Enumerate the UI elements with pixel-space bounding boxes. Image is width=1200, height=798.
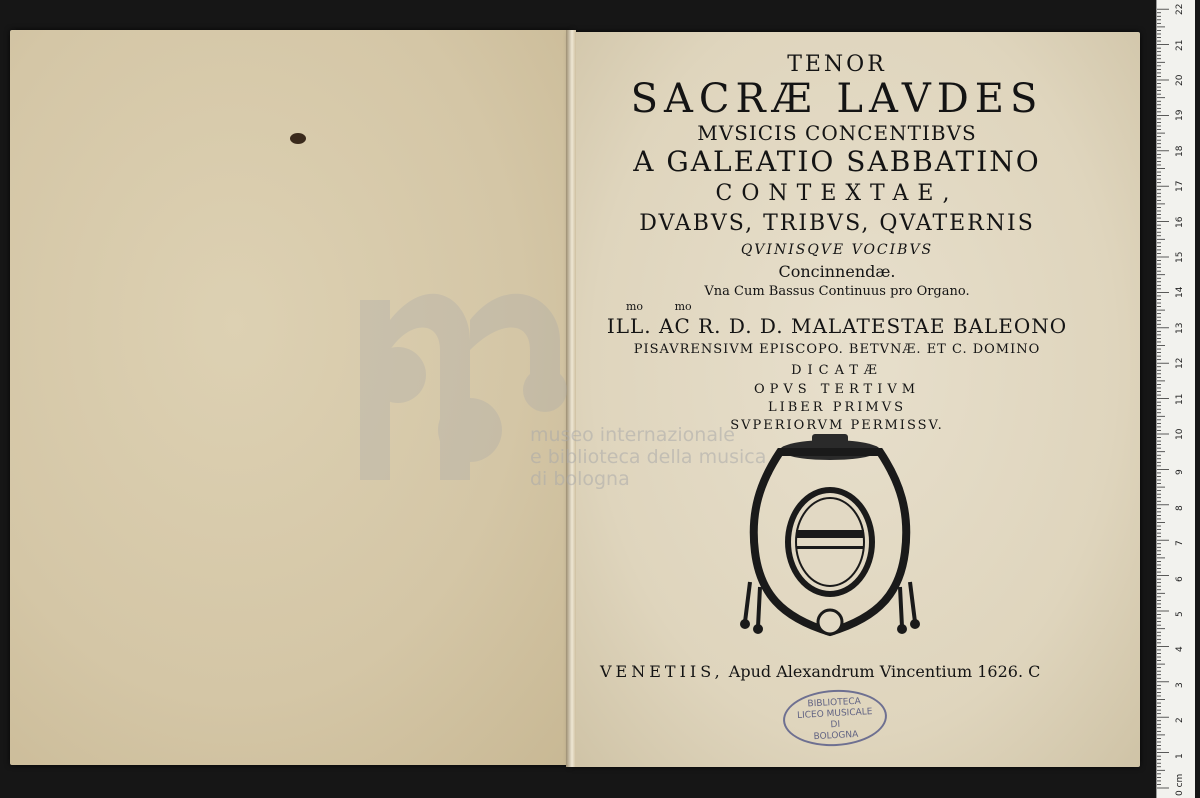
ruler-label: 14 [1175, 286, 1185, 299]
ruler-label: 17 [1175, 180, 1185, 193]
imprint-city: VENETIIS, [600, 662, 724, 681]
ruler-label: 6 [1175, 575, 1185, 582]
subtitle-2: CONTEXTAE, [715, 181, 959, 206]
voices-line-2: QVINISQVE VOCIBVS [740, 242, 934, 258]
bassus-line: Vna Cum Bassus Continuus pro Organo. [704, 284, 970, 299]
ruler-label: 15 [1175, 251, 1185, 263]
imprint-publisher: Apud Alexandrum Vincentium 1626. C [728, 662, 1041, 681]
imprint-line [600, 662, 1100, 681]
concinnendae-line: Concinnendæ. [778, 262, 896, 281]
ruler-label: 20 [1175, 74, 1185, 86]
ruler-label: 18 [1175, 145, 1185, 157]
dedicatee-line: ILL. AC R. D. D. MALATESTAE BALEONO [606, 314, 1068, 338]
ruler-label: 16 [1175, 216, 1185, 228]
measurement-ruler [1156, 0, 1195, 798]
ruler-label: 19 [1175, 109, 1185, 122]
ruler-label: 8 [1175, 505, 1185, 511]
ruler-label: 3 [1175, 682, 1185, 688]
watermark-line-1: museo internazionale [530, 424, 735, 446]
ruler-label: 2 [1175, 717, 1185, 724]
superscript-1: mo [626, 300, 644, 313]
author-line: A GALEATIO SABBATINO [633, 145, 1041, 178]
liber-line: LIBER PRIMVS [767, 400, 906, 415]
ink-spot [290, 133, 306, 144]
ruler-label: 4 [1175, 646, 1185, 653]
ruler-label: 13 [1175, 322, 1185, 334]
ruler-label: 5 [1175, 611, 1185, 617]
part-name: TENOR [787, 52, 887, 77]
main-title: SACRÆ LAVDES [630, 76, 1044, 122]
stamp-line-4: BOLOGNA [813, 729, 859, 743]
stamp-line-2: LICEO MUSICALE [796, 707, 873, 721]
dicatae-line: DICATÆ [791, 363, 883, 378]
ruler-label: 22 [1175, 3, 1185, 16]
ruler-label: 21 [1175, 39, 1185, 51]
ruler-unit-label: 0 cm [1175, 773, 1185, 796]
ruler-label: 11 [1175, 393, 1185, 405]
stamp-line-3: DI [830, 719, 841, 731]
watermark-line-3: di bologna [530, 468, 630, 490]
title-text-block [582, 52, 1092, 435]
ruler-label: 9 [1175, 469, 1185, 476]
ruler-label: 12 [1175, 357, 1185, 370]
superscript-2: mo [674, 300, 692, 313]
stamp-line-1: BIBLIOTECA [807, 696, 862, 710]
superscript-line [582, 301, 1092, 313]
watermark-line-2: e biblioteca della musica [530, 446, 767, 468]
dedicatee-title: PISAVRENSIVM EPISCOPO. BETVNÆ. ET C. DOMINO [633, 342, 1041, 357]
ruler-label: 1 [1175, 752, 1185, 759]
opus-line: OPVS TERTIVM [753, 382, 921, 397]
permissu-line: SVPERIORVM PERMISSV. [730, 418, 944, 433]
voices-line: DVABVS, TRIBVS, QVATERNIS [639, 211, 1035, 236]
subtitle-1: MVSICIS CONCENTIBVS [697, 121, 977, 145]
coat-of-arms-woodcut [740, 432, 920, 647]
ruler-label: 10 [1175, 428, 1185, 440]
ruler-label: 7 [1175, 540, 1185, 547]
